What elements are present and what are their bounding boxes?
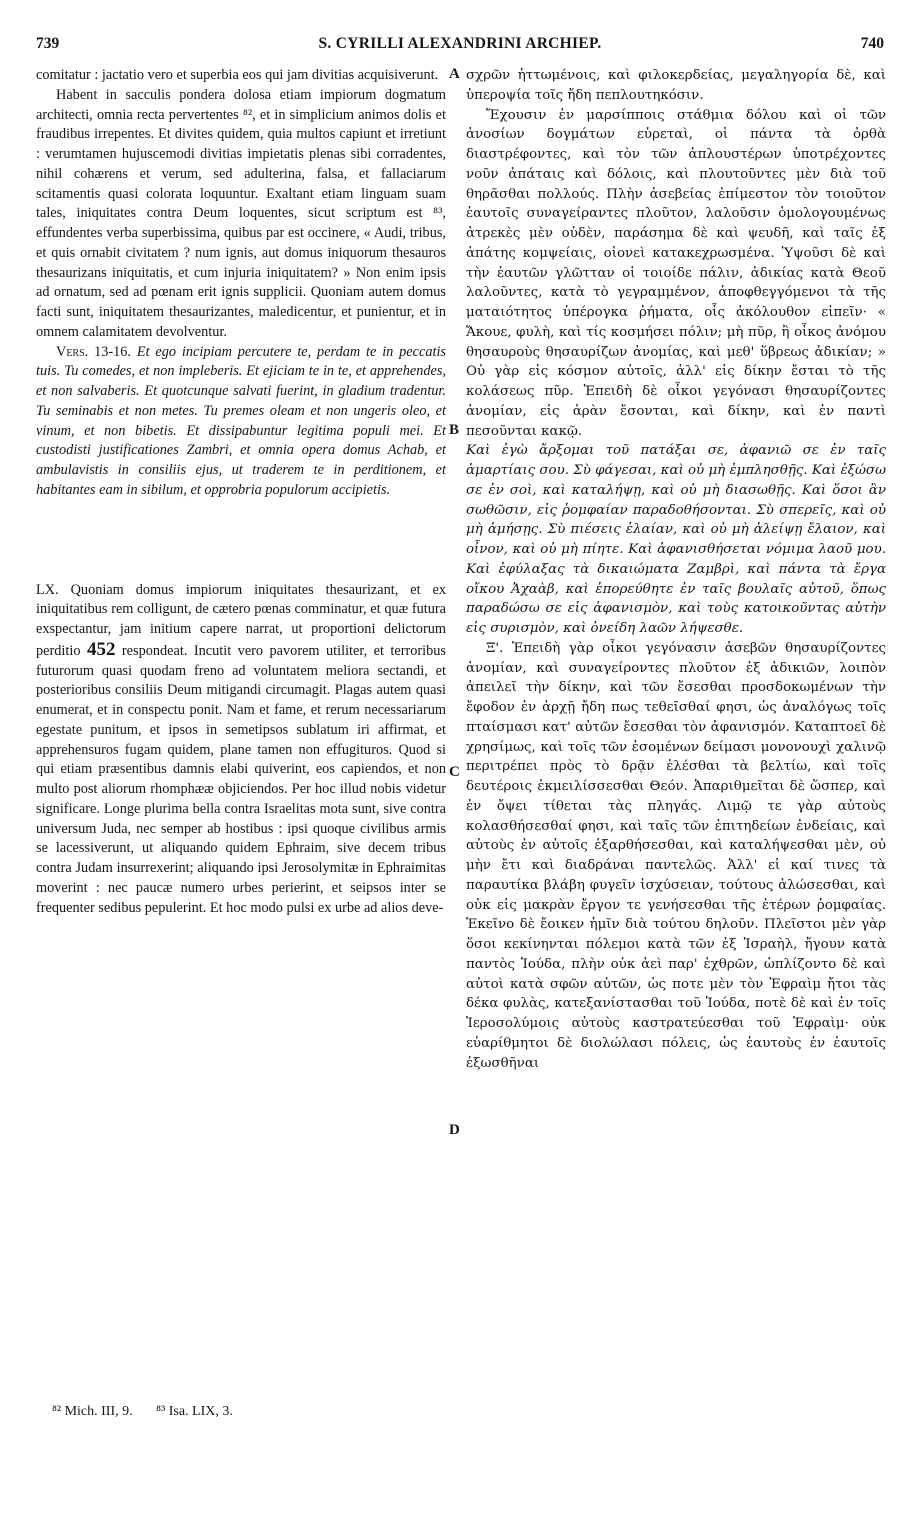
greek-section-xi: Ξ'. Ἐπειδὴ γὰρ οἶκοι γεγόνασιν ἀσεβῶν θησαυρίζοντες ἀνομίαν, καὶ συναγείροντες πλοῦτον ἐξ ἀδικιῶν, λοιπὸν ἀπειλεῖ τὴν δίκην, καὶ τῶν ἔσεσθαι προσδοκωμένων τὴν ἔφοδον ἐν ἀρχῇ ἤδη πως τεθεῖσθαί φησι, ὡς ἀναλόγως τοῖς πταίσμασι κατ' αὐτῶν ἔσεσθαι τὸν ἀφανισμόν. Καταπτοεῖ δὲ χρησίμως, καὶ τοῖς τῶν ἐσομένων δείμασι μονονουχὶ χαλινῷ περιτρέπει πρὸς τὸ δρᾷν ἑλέσθαι τὰ βελτίω, καὶ τοῖς δευτέροις ἐκμειλίσσεσθαι Θεόν. Ἀπαριθμεῖται δὲ ὥσπερ, καὶ ἐν ὄψει τίθεται τὰς πληγάς. Λιμῷ τε γὰρ αὐτοὺς κολασθήσεσθαί φησι, καὶ ταῖς τῶν ἐπιτηδείων ἐνδείαις, καὶ αὐτοὺς ἐν αὐτοῖς ἐξαρθήσεσθαι, καὶ καταλήψεσθαι μὲν, οὐ μὴν ἔτι καὶ διαδράναι παντελῶς. Ἀλλ' εἰ καί τινες τὰ παραυτίκα βλάβη φυγεῖν ἰσχύσειαν, τούτους ἁλώσεσθαι, καὶ οὐκ εἰς μακρὰν ἔργον τε γενήσεσθαι τῆς ἑτέρων ῥομφαίας. Ἐκεῖνο δὲ ἔοικεν ἡμῖν διὰ τούτου δηλοῦν. Πλεῖστοι μὲν γὰρ ὅσοι κεκίνηνται πόλεμοι κατὰ τῶν ἐξ Ἰσραὴλ, ἤγουν κατὰ παντὸς Ἰούδα, πλὴν οὐκ ἀεὶ παρ' ἐχθρῶν, ὡπλίζοντο δὲ καὶ αὐτοὶ κατὰ σφῶν αὐτῶν, ὡς ποτε μὲν τὸν Ἐφραὶμ ἤτοι τὰς δέκα φυλὰς, κατεξανίστασθαι τοῦ Ἰούδα, ποτὲ δὲ καὶ ἐν τοῖς Ἱεροσολύμοις αὐτοὺς καστρατεύεσθαι τοῦ Ἐφραὶμ· οὐκ εὐαρίθμητοι δὲ διολώλασι πόλεις, ὡς ἑαυτοὺς ἐν ἑαυτοῖς ἐξωσθῆναι xyxy=(466,640,886,1071)
latin-para-continuation: comitatur : jactatio vero et superbia eos qui jam divitias acquisiverunt. xyxy=(36,67,439,83)
edition-page-number: 452 xyxy=(86,638,116,660)
latin-section-text-a: Quoniam domus impiorum iniquitates thesaurizant, et ex iniquitatibus rem colligunt, de cætero pœnas comminatur, et quæ futura exspectantur, jam initium capere narrat, ut proportioni delictorum perditio xyxy=(36,581,446,659)
running-header xyxy=(36,35,884,59)
margin-letter-c: C xyxy=(449,764,460,780)
latin-verse-label: Vers. 13-16. xyxy=(56,343,132,360)
latin-section-lx xyxy=(36,581,446,919)
greek-para-continuation: σχρῶν ἡττωμένοις, καὶ φιλοκερδείας, μεγαληγορία δὲ, καὶ ὑπεροψία τοῖς ἤδη πεπλουτηκόσιν. xyxy=(466,68,886,103)
latin-verse-block xyxy=(36,343,446,501)
section-spacer xyxy=(36,501,446,581)
footnote-82: ⁸² Mich. III, 9. xyxy=(52,1404,133,1419)
latin-section-label: LX. xyxy=(36,581,59,598)
latin-section-text-b: respondeat. Incutit vero pavorem utiliter, et terroribus futurorum quasi quodam freno ad voluntatem meliora sectandi, et posterioribus consiliis Deum mitigandi circumagit. Plagas autem quasi enumerat, et in conspectu ponit. Nam et fame, et rerum necessariarum egestate punitum, et ipsos in semetipsos sublatum iri affirmat, et apprehensuros fugam quidem, plane tamen non effugituros. Quod si qui etiam præsentibus damnis elabi quiverint, eos capiendos, et non multo post aliorum rhomphææ objiciendos. Per hoc illud nobis videtur significare. Longe plurima bella contra Israelitas mota sunt, sive contra universum Juda, nec semper ab hostibus : ipsi quoque civilibus armis se lacessiverunt, ut aliquando quidem Ephraim, sive decem tribus contra Judam insurrexerint; aliquando ipsi Jerosolymitæ in Ephraimitas moverint : nec paucæ numero urbes perierint, et seipsos inter se frequenter sedibus pepulerint. Et hoc modo pulsi ex urbe ad alios deve- xyxy=(36,642,446,916)
greek-column xyxy=(466,66,886,1073)
page-number-right: 740 xyxy=(860,35,884,52)
latin-column xyxy=(36,66,446,918)
greek-verse-block: Καὶ ἐγὼ ἄρξομαι τοῦ πατάξαι σε, ἀφανιῶ σε ἐν ταῖς ἁμαρτίαις σου. Σὺ φάγεσαι, καὶ οὐ μὴ ἐμπλησθῇς. Καὶ ἐξώσω σε ἐν σοὶ, καὶ καταλήψῃ, καὶ οὐ μὴ διασωθῇς. Καὶ ὅσοι ἂν σωθῶσιν, εἰς ῥομφαίαν παραδοθήσονται. Σὺ σπερεῖς, καὶ οὐ μὴ ἀμήσῃς. Σὺ πιέσεις ἐλαίαν, καὶ οὐ μὴ ἀλείψῃ ἔλαιον, καὶ οἶνον, καὶ οὐ μὴ πίητε. Καὶ ἀφανισθήσεται νόμιμα λαοῦ μου. Καὶ ἐφύλαξας τὰ δικαιώματα Ζαμβρὶ, καὶ πάντα τὰ ἔργα οἴκου Ἀχαὰβ, καὶ ἐπορεύθητε ἐν ταῖς βουλαῖς αὐτοῦ, ὅπως παραδώσω σε εἰς ἀφανισμὸν, καὶ τοὺς κατοικοῦντας αὐτὴν εἰς συρισμὸν, καὶ ὀνείδη λαῶν λήψεσθε. xyxy=(466,443,886,636)
margin-letter-a: A xyxy=(449,66,460,82)
latin-para-commentary: Habent in sacculis pondera dolosa etiam impiorum dogmatum architecti, omnia recta pervertentes ⁸², et in simplicium animos dolis et fraudibus irrepentes. Et divites quidem, quia multos capiunt et irretiunt : verumtamen hujuscemodi divitias impietatis plenas sibi corradentes, nihil cohærens et verum, sed adulterina, falsa, et fallaciarum scitamentis quasi colorata loquuntur. Exaltant etiam linguam suam tales, iniquitates contra Deum loquentes, sicut scriptum est ⁸³, effundentes verba superbissima, quibus par est occinere, « Audi, tribus, et quis ornabit civitatem ? num ignis, aut domus iniquorum thesauros thesaurizans iniquitatis, et cum injuria iniquitatem? » Non enim ipsis ad ornatum, sed ad pœnam erit ignis supplicii. Quoniam autem domus facti sunt, iniquitatem thesaurizantes, maledicentur, et punientur, et in omnem calamitatem devolventur. xyxy=(36,86,446,340)
margin-letter-d: D xyxy=(449,1122,460,1138)
running-title: S. CYRILLI ALEXANDRINI ARCHIEP. xyxy=(318,35,602,52)
page-number-left: 739 xyxy=(36,35,60,52)
footnotes xyxy=(52,1404,253,1420)
latin-verse-text: Et ego incipiam percutere te, perdam te in peccatis tuis. Tu comedes, et non impleberis. Et ejiciam te in te, et apprehendes, et non salvaberis. Et quotcunque salvati fuerint, in gladium tradentur. Tu seminabis et non metes. Tu premes oleam et non ungeris oleo, et vinum, et non bibetis. Et dissipabuntur legitima populi mei. Et custodisti justificationes Zambri, et omnia opera domus Achab, et ambulavistis in consiliis ejus, ut traderem te in perditionem, et habitantes eam in sibilum, et opprobria populorum accipietis. xyxy=(36,343,446,498)
greek-para-commentary: Ἔχουσιν ἐν μαρσίπποις στάθμια δόλου καὶ οἱ τῶν ἀνοσίων δογμάτων εὑρεταὶ, οἱ πάντα τὰ ὀρθὰ διαστρέφοντες, καὶ τὸν τῶν ἁπλουστέρων ὑποτρέχοντες νοῦν ἀπάταις καὶ δόλοις, καὶ πλουτοῦντες μὲν διὰ τοῦ θηρᾶσθαι πολλούς. Πλὴν ἀσεβείας ἐπίμεστον τὸν τοιοῦτον ἑαυτοῖς συναγείραντες πλοῦτον, λαλοῦσιν ὁμολογουμένως ἀτρεκὲς μὲν οὐδὲν, παράσημα δὲ καὶ ψευδῆ, καὶ ταῖς ἐξ ἀπάτης κομψείαις, οἱονεὶ κατακεχρωσμένα. Ὑψοῦσι δὲ καὶ τὴν ἑαυτῶν γλῶτταν οἱ τοιοίδε πάλιν, ἀδικίας κατὰ Θεοῦ λαλοῦντες, κατὰ τὸ γεγραμμένον, ἀποφθεγγόμενοι τὰ τῆς ματαιότητος ὑπέρογκα ῥήματα, οἷς ἀκόλουθον εἰπεῖν· « Ἄκουε, φυλὴ, καὶ τίς κοσμήσει πόλιν; μὴ πῦρ, ἢ οἶκος ἀνόμου θησαυροὺς θησαυρίζων ἀνομίας, καὶ μεθ' ὕβρεως ἀδικίαν; » Οὐ γὰρ εἰς κόσμον αὐτοῖς, ἀλλ' εἰς δίκην ἔσται τὸ τῆς κολάσεως πῦρ. Ἐπειδὴ δὲ οἶκοι γεγόνασι θησαυρίζοντες ἀνομίαν, εἰς ἀρὰν ἔσονται, καὶ δίκην, καὶ ἐν παντὶ πεσοῦνται κακῷ. xyxy=(466,107,886,439)
footnote-83: ⁸³ Isa. LIX, 3. xyxy=(156,1404,233,1419)
margin-letter-b: B xyxy=(449,422,460,438)
